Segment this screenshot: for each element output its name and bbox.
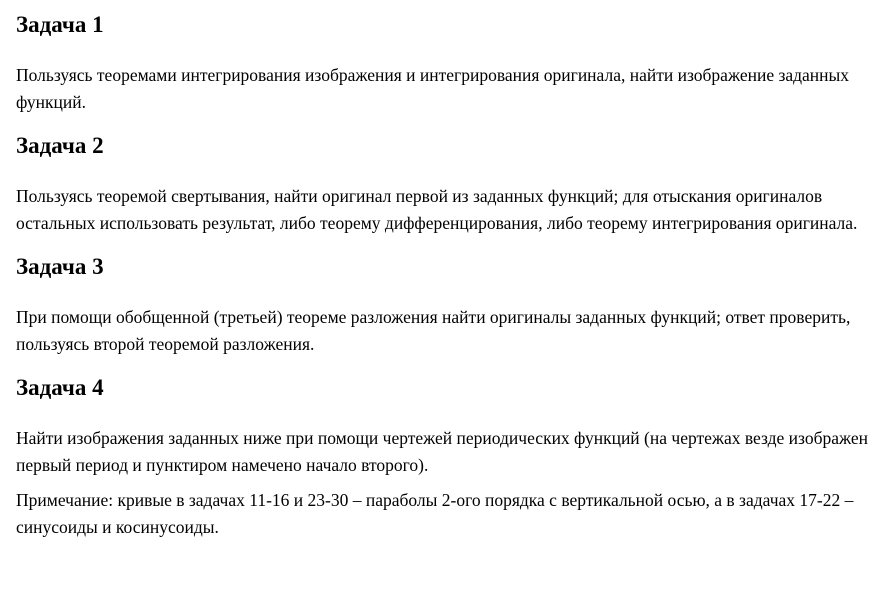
task-1-text: Пользуясь теоремами интегрирования изображения и интегрирования оригинала, найти изображение заданных функций. — [16, 65, 850, 112]
task-4-title: Задача 4 — [16, 375, 104, 400]
task-2-text: Пользуясь теоремой свертывания, найти оригинал первой из заданных функций; для отыскания оригиналов остальных использовать результат, либо теорему дифференцирования, либо теорему интегрирования оригинала. — [16, 186, 858, 233]
task-2-title: Задача 2 — [16, 133, 104, 158]
task-4-text: Найти изображения заданных ниже при помощи чертежей периодических функций (на чертежах везде изображен первый период и пунктиром намечено начало второго). — [16, 428, 868, 475]
task-3-title: Задача 3 — [16, 254, 104, 279]
task-1-title: Задача 1 — [16, 12, 104, 37]
task-3-text: При помощи обобщенной (третьей) теореме разложения найти оригиналы заданных функций; ответ проверить, пользуясь второй теоремой разложения. — [16, 307, 851, 354]
task-4-note: Примечание: кривые в задачах 11-16 и 23-30 – параболы 2-ого порядка с вертикальной осью, а в задачах 17-22 – синусоиды и косинусоиды. — [16, 490, 854, 537]
